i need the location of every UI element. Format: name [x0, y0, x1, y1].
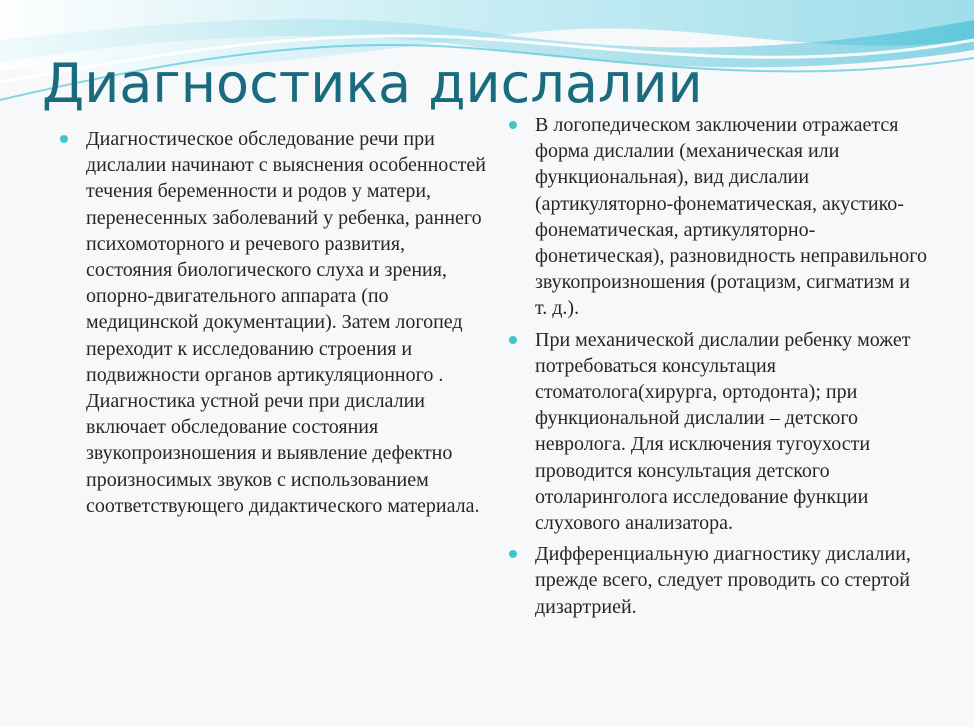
list-item-text: При механической дислалии ребенку может потребоваться консультация стоматолога(хирурга, ортодонта); при функциональной дислалии – детского невролога. Для исключения тугоухости проводится консультация детского отоларинголога исследование функции слухового анализатора. — [535, 328, 911, 535]
bullet-icon — [60, 135, 68, 143]
bullet-icon — [509, 121, 517, 129]
bullet-icon — [509, 550, 517, 558]
list-item-text: В логопедическом заключении отражается форма дислалии (механическая или функциональная), вид дислалии (артикуляторно-фонематическая, акустико-фонематическая, артикуляторно-фонетическая), разновидность неправильного звукопроизношения (ротацизм, сигматизм и т. д.). — [535, 114, 928, 320]
bullet-icon — [509, 336, 517, 344]
right-bullet-list — [507, 112, 927, 625]
list-item-text: Дифференциальную диагностику дислалии, прежде всего, следует проводить со стертой дизартрией. — [535, 543, 911, 618]
slide-title: Диагностика дислалии — [42, 52, 703, 115]
list-item — [507, 327, 927, 537]
list-item — [507, 541, 927, 620]
left-bullet-list — [58, 126, 488, 524]
list-item — [58, 126, 488, 519]
list-item-text: Диагностическое обследование речи при дислалии начинают с выяснения особенностей течения беременности и родов у матери, перенесенных заболеваний у ребенка, раннего психомоторного и речевого развития, состояния биологического слуха и зрения, опорно-двигательного аппарата (по медицинской документации). Затем логопед переходит к исследованию строения и подвижности органов артикуляционного . Диагностика устной речи при дислалии включает обследование состояния звукопроизношения и выявление дефектно произносимых звуков с использованием соответствующего дидактического материала. — [86, 128, 486, 517]
list-item — [507, 112, 927, 322]
